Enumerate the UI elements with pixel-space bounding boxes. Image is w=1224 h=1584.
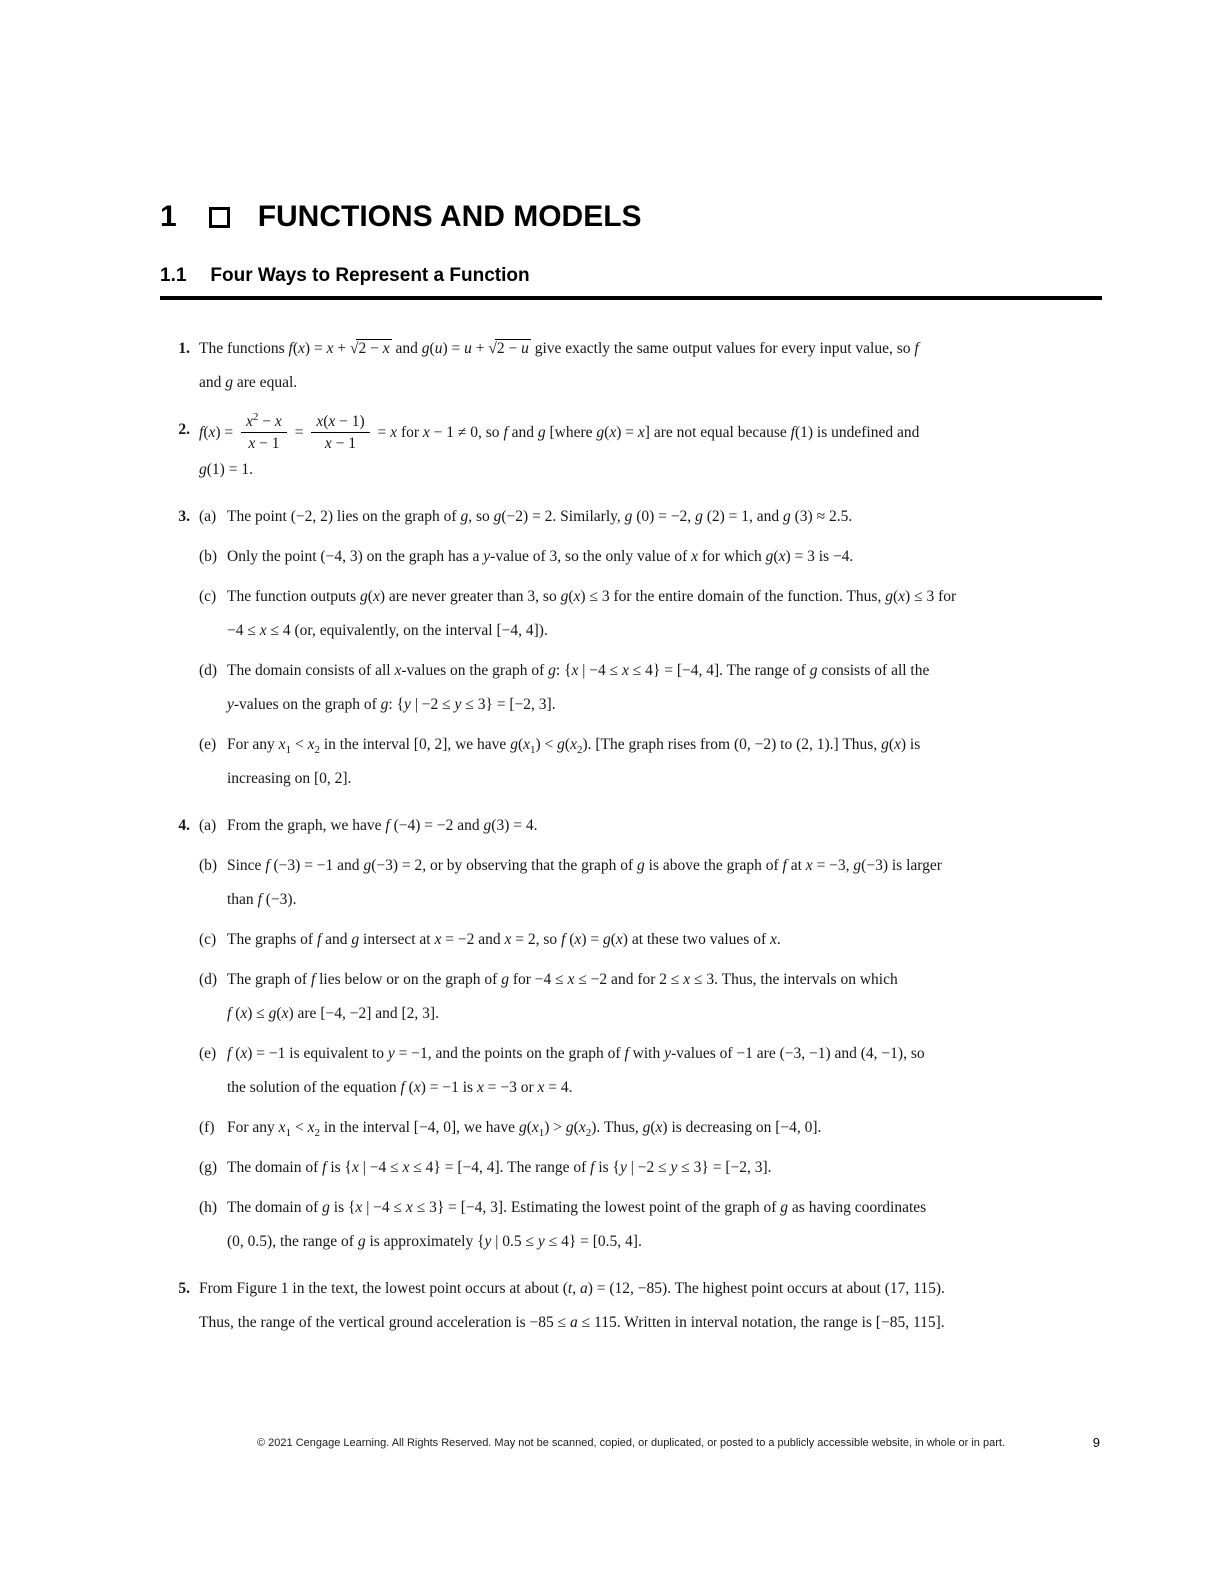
part-label: (f)	[199, 1119, 215, 1137]
text-line: the solution of the equation f (x) = −1 is x = −3 or x = 4.	[227, 1079, 573, 1097]
text-line: (0, 0.5), the range of g is approximately {y | 0.5 ≤ y ≤ 4} = [0.5, 4].	[227, 1233, 642, 1251]
problem-number: 4.	[178, 817, 190, 835]
part-text	[227, 923, 1102, 957]
problem-part	[199, 728, 1102, 796]
part-text	[227, 654, 1102, 722]
text-line: For any $x_1 < x_2$ in the interval [−4, 0], we have $g(x_1) > g(x_2)$. Thus, g(x) is decreasing on [−4, 0].	[227, 1119, 822, 1140]
problem-item	[160, 500, 1102, 796]
text-line: g(1) = 1.	[199, 461, 253, 479]
text-line: f (x) = −1 is equivalent to y = −1, and the points on the graph of f with y-values of −1 are (−3, −1) and (4, −1), so	[227, 1045, 925, 1063]
text-line: The point (−2, 2) lies on the graph of g, so g(−2) = 2. Similarly, g (0) = −2, g (2) = 1, and g (3) ≈ 2.5.	[227, 508, 853, 526]
text-line: The domain of g is {x | −4 ≤ x ≤ 3} = [−4, 3]. Estimating the lowest point of the graph of g as having coordinates	[227, 1199, 927, 1217]
text-line: increasing on [0, 2].	[227, 770, 352, 788]
chapter-number: 1	[160, 200, 177, 233]
part-label: (d)	[199, 971, 218, 989]
problem-number: 1.	[178, 339, 190, 357]
chapter-box-icon	[209, 207, 230, 228]
problem-item	[160, 1272, 1102, 1340]
part-label: (c)	[199, 931, 217, 949]
problem-part	[199, 580, 1102, 648]
part-text	[227, 1111, 1102, 1145]
problem-body	[199, 1272, 1102, 1340]
text-line: −4 ≤ x ≤ 4 (or, equivalently, on the interval [−4, 4]).	[227, 622, 548, 640]
part-label: (b)	[199, 548, 218, 566]
copyright-text: © 2021 Cengage Learning. All Rights Reserved. May not be scanned, copied, or duplicated, or posted to a publicly accessible website, in whole or in part.	[257, 1437, 1005, 1449]
section-divider-rule	[160, 296, 1102, 300]
problem-body	[199, 809, 1102, 1259]
part-text	[227, 809, 1102, 843]
problem-part	[199, 963, 1102, 1031]
problems-list	[160, 332, 1102, 1341]
part-text	[227, 1037, 1102, 1105]
part-label: (d)	[199, 662, 218, 680]
part-label: (g)	[199, 1159, 218, 1177]
text-line: The functions f(x) = x + √2 − x and g(u) = u + √2 − u give exactly the same output values for every input value, so f	[199, 339, 919, 357]
problem-part	[199, 540, 1102, 574]
problem-body	[199, 332, 1102, 400]
part-text	[227, 500, 1102, 534]
problem-part	[199, 1272, 1102, 1340]
problem-part	[199, 332, 1102, 400]
part-text	[227, 580, 1102, 648]
part-text	[199, 332, 1102, 400]
section-title: Four Ways to Represent a Function	[210, 265, 530, 286]
chapter-title: FUNCTIONS AND MODELS	[257, 200, 642, 233]
problem-item	[160, 332, 1102, 400]
part-label: (a)	[199, 817, 217, 835]
part-text	[199, 410, 1102, 488]
problem-part	[199, 1151, 1102, 1185]
text-line: f (x) ≤ g(x) are [−4, −2] and [2, 3].	[227, 1005, 439, 1023]
text-line: From Figure 1 in the text, the lowest point occurs at about (t, a) = (12, −85). The highest point occurs at about (17, 115).	[199, 1280, 945, 1298]
text-line: Only the point (−4, 3) on the graph has a y-value of 3, so the only value of x for which g(x) = 3 is −4.	[227, 548, 854, 566]
part-label: (e)	[199, 736, 217, 754]
problem-item	[160, 809, 1102, 1259]
problem-number: 5.	[178, 1280, 190, 1298]
problem-part	[199, 654, 1102, 722]
part-text	[227, 728, 1102, 796]
problem-body	[199, 500, 1102, 796]
problem-part	[199, 1111, 1102, 1145]
section-heading	[160, 265, 1102, 287]
text-line: f(x) = $\frac{x^2 - x}{x - 1}$ = $\frac{x(x - 1)}{x - 1}$ = x for x − 1 ≠ 0, so f and g [where g(x) = x] are not equal because f(1) is undefined and	[199, 410, 920, 453]
problem-part	[199, 809, 1102, 843]
problem-part	[199, 1191, 1102, 1259]
text-line: y-values on the graph of g: {y | −2 ≤ y ≤ 3} = [−2, 3].	[227, 696, 556, 714]
text-line: Thus, the range of the vertical ground acceleration is −85 ≤ a ≤ 115. Written in interval notation, the range is [−85, 115].	[199, 1314, 945, 1332]
page-footer	[160, 1437, 1102, 1449]
text-line: The function outputs g(x) are never greater than 3, so g(x) ≤ 3 for the entire domain of the function. Thus, g(x) ≤ 3 for	[227, 588, 957, 606]
part-text	[227, 963, 1102, 1031]
problem-part	[199, 410, 1102, 488]
part-text	[227, 1151, 1102, 1185]
problem-number: 2.	[178, 420, 190, 438]
text-line: Since f (−3) = −1 and g(−3) = 2, or by observing that the graph of g is above the graph of f at x = −3, g(−3) is larger	[227, 857, 942, 875]
part-text	[227, 540, 1102, 574]
chapter-heading	[160, 200, 1102, 234]
text-line: and g are equal.	[199, 373, 298, 391]
problem-part	[199, 923, 1102, 957]
section-number: 1.1	[160, 265, 187, 286]
part-label: (e)	[199, 1045, 217, 1063]
text-line: The domain of f is {x | −4 ≤ x ≤ 4} = [−4, 4]. The range of f is {y | −2 ≤ y ≤ 3} = [−2, 3].	[227, 1159, 772, 1177]
problem-part	[199, 849, 1102, 917]
part-text	[227, 849, 1102, 917]
problem-number: 3.	[178, 508, 190, 526]
text-line: The graphs of f and g intersect at x = −2 and x = 2, so f (x) = g(x) at these two values of x.	[227, 931, 781, 949]
text-line: than f (−3).	[227, 891, 297, 909]
problem-body	[199, 410, 1102, 488]
page-number: 9	[1092, 1435, 1100, 1450]
text-line: From the graph, we have f (−4) = −2 and g(3) = 4.	[227, 817, 538, 835]
part-text	[199, 1272, 1102, 1340]
text-line: The graph of f lies below or on the graph of g for −4 ≤ x ≤ −2 and for 2 ≤ x ≤ 3. Thus, the intervals on which	[227, 971, 898, 989]
part-label: (a)	[199, 508, 217, 526]
problem-item	[160, 410, 1102, 488]
text-line: The domain consists of all x-values on the graph of g: {x | −4 ≤ x ≤ 4} = [−4, 4]. The range of g consists of all the	[227, 662, 930, 680]
part-label: (b)	[199, 857, 218, 875]
part-label: (h)	[199, 1199, 218, 1217]
text-line: For any $x_1 < x_2$ in the interval [0, 2], we have $g(x_1) < g(x_2)$. [The graph rises from (0, −2) to (2, 1).] Thus, g(x) is	[227, 736, 921, 757]
part-text	[227, 1191, 1102, 1259]
part-label: (c)	[199, 588, 217, 606]
problem-part	[199, 1037, 1102, 1105]
problem-part	[199, 500, 1102, 534]
